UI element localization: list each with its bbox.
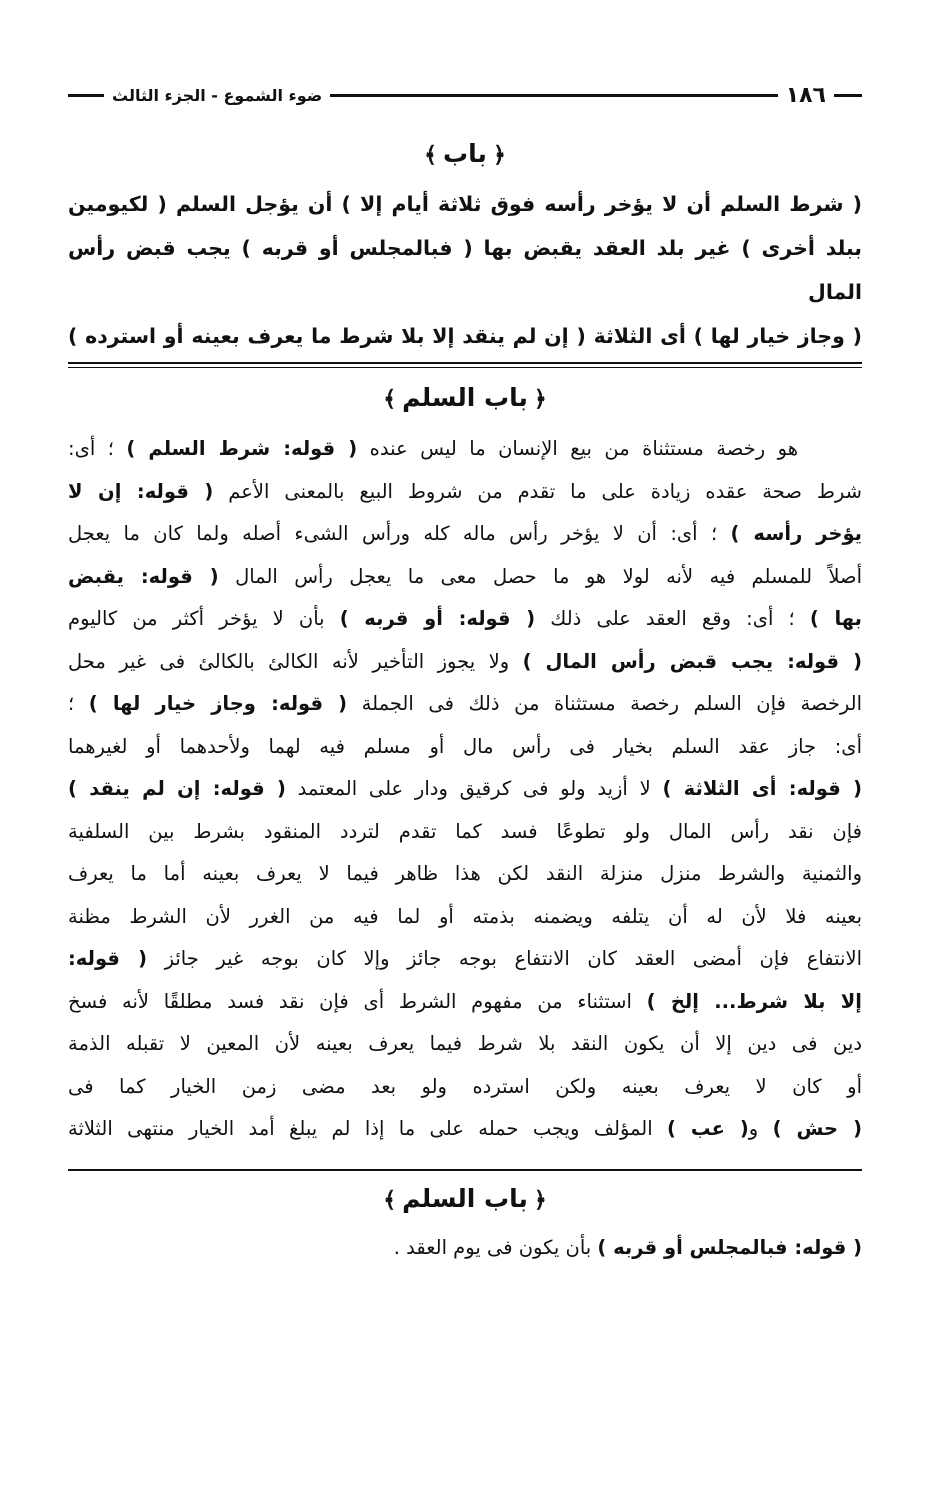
page xyxy=(68,78,862,1269)
commentary-segment: ولا يجوز التأخير لأنه الكالئ بالكالئ فى غير محل xyxy=(68,649,523,673)
ornate-bracket-open: ﴿ xyxy=(533,387,547,412)
ornate-bracket-open: ﴿ xyxy=(492,143,506,168)
commentary-segment: أو كان لا يعرف بعينه ولكن استرده ولو بعد مضى زمن الخيار كما فى xyxy=(68,1074,862,1098)
quote-marker: يؤخر رأسه ) xyxy=(730,522,862,545)
ornate-bracket-close: ﴾ xyxy=(383,1187,397,1213)
divider xyxy=(68,1169,862,1171)
commentary-segment: الانتفاع فإن أمضى العقد كان الانتفاع بوجه جائز وإلا كان بوجه غير جائز xyxy=(147,947,862,970)
matn-text xyxy=(68,182,862,358)
commentary-segment: ؛ أى: xyxy=(68,437,127,460)
commentary-line xyxy=(68,981,862,1024)
page-number: ١٨٦ xyxy=(785,82,826,108)
commentary-line xyxy=(68,726,862,769)
quote-marker: ( قوله: xyxy=(68,947,148,970)
section-heading-bab-al-salam-note xyxy=(68,1179,862,1221)
heading-text: باب السلم xyxy=(402,1183,528,1213)
commentary-segment: المؤلف ويجب حمله على ما إذا لم يبلغ أمد الخيار منتهى الثلاثة xyxy=(68,1117,668,1140)
footnote-bold: ( قوله: فبالمجلس أو قربه ) xyxy=(597,1235,862,1259)
commentary-segment: ؛ xyxy=(68,692,89,715)
running-header xyxy=(68,78,862,112)
footnote-rest: بأن يكون فى يوم العقد . xyxy=(393,1235,598,1259)
header-rule xyxy=(330,94,778,97)
commentary-line xyxy=(68,556,862,599)
heading-text: باب السلم xyxy=(402,383,528,412)
commentary-segment: أصلاً للمسلم فيه لأنه لولا هو ما حصل معى ما يعجل رأس المال xyxy=(218,564,862,588)
commentary-line xyxy=(68,938,862,981)
ornate-bracket-close: ﴾ xyxy=(424,143,438,168)
quote-marker: ( قوله: أو قربه ) xyxy=(339,607,536,630)
commentary-line xyxy=(68,853,862,896)
commentary-line xyxy=(68,683,862,726)
commentary-segment: الرخصة فإن السلم رخصة مستثناة من ذلك فى الجملة xyxy=(347,692,862,715)
footnote-line xyxy=(68,1227,862,1269)
commentary-line xyxy=(68,1066,862,1109)
ornate-bracket-close: ﴾ xyxy=(383,387,397,412)
quote-marker: بها ) xyxy=(809,607,862,630)
commentary-segment: دين فى دين إلا أن يكون النقد بلا شرط فيما يعرف بعينه لأن المعين لا تقبله الذمة xyxy=(68,1032,862,1055)
commentary-segment: و xyxy=(748,1117,773,1140)
footnote xyxy=(68,1227,862,1269)
quote-marker: ( حش ) xyxy=(772,1117,862,1140)
commentary-segment: بعينه فلا لأن له أن يتلفه ويضمنه بذمته أو لما فيه من الغرر لأن الشرط مظنة xyxy=(68,904,862,928)
commentary-segment: ؛ أى: وقع العقد على ذلك xyxy=(535,607,810,630)
header-rule xyxy=(68,94,104,97)
commentary-line xyxy=(68,598,862,641)
commentary-line xyxy=(68,513,862,556)
book-title: ضوء الشموع - الجزء الثالث xyxy=(112,85,323,105)
commentary-segment: شرط صحة عقده زيادة على ما تقدم من شروط البيع بالمعنى الأعم xyxy=(213,479,862,503)
commentary-line xyxy=(68,811,862,854)
quote-marker: ( قوله: يجب قبض رأس المال ) xyxy=(522,649,862,673)
commentary-line xyxy=(68,1108,862,1151)
commentary-segment: بأن لا يؤخر أكثر من كاليوم xyxy=(68,607,340,630)
commentary-segment: فإن نقد رأس المال ولو تطوعًا فسد كما تقدم لتردد المنقود بشرط بين السلفية xyxy=(68,819,862,843)
heading-text: باب xyxy=(443,139,487,168)
commentary-text xyxy=(68,428,862,1151)
header-rule xyxy=(834,94,862,97)
ornate-bracket-open: ﴿ xyxy=(533,1187,547,1213)
commentary-line xyxy=(68,1023,862,1066)
commentary-line xyxy=(68,896,862,939)
commentary-segment: والثمنية والشرط منزل منزلة النقد لكن هذا ظاهر فيما لا يعرف بعينه أما ما يعرف xyxy=(68,862,862,885)
commentary-segment: أى: جاز عقد السلم بخيار فى رأس مال أو مسلم فيه لهما ولأحدهما أو لغيرهما xyxy=(68,734,862,758)
commentary-line xyxy=(68,768,862,811)
commentary-line xyxy=(68,641,862,684)
commentary-line xyxy=(68,428,862,471)
commentary-segment: لا أزيد ولو فى كرقيق ودار على المعتمد xyxy=(285,777,663,800)
commentary-line xyxy=(68,471,862,514)
commentary-segment: استثناء من مفهوم الشرط أى فإن نقد فسد مطلقًا لأنه فسخ xyxy=(68,989,647,1013)
matn-line: ( شرط السلم أن لا يؤخر رأسه فوق ثلاثة أيام إلا ) أن يؤجل السلم ( لكيومين xyxy=(68,192,862,216)
double-divider xyxy=(68,362,862,368)
matn-line: ببلد أخرى ) غير بلد العقد يقبض بها ( فبالمجلس أو قربه ) يجب قبض رأس المال xyxy=(68,236,862,304)
quote-marker: ( قوله: إن لم ينقد ) xyxy=(68,777,286,800)
quote-marker: ( عب ) xyxy=(667,1117,749,1140)
quote-marker: ( قوله: شرط السلم ) xyxy=(126,437,358,460)
quote-marker: ( قوله: أى الثلاثة ) xyxy=(662,777,862,800)
section-heading-bab xyxy=(68,134,862,176)
section-heading-bab-al-salam xyxy=(68,378,862,420)
quote-marker: ( قوله: وجاز خيار لها ) xyxy=(88,692,348,715)
matn-line: ( وجاز خيار لها ) أى الثلاثة ( إن لم ينقد إلا بلا شرط ما يعرف بعينه أو استرده ) xyxy=(68,324,862,348)
commentary-segment: هو رخصة مستثناة من بيع الإنسان ما ليس عنده xyxy=(357,437,798,460)
quote-marker: ( قوله: يقبض xyxy=(68,564,219,588)
quote-marker: ( قوله: إن لا xyxy=(68,479,214,503)
quote-marker: إلا بلا شرط... إلخ ) xyxy=(646,989,862,1013)
commentary-segment: ؛ أى: أن لا يؤخر رأس ماله كله ورأس الشىء أصله ولما كان ما يعجل xyxy=(68,522,731,545)
